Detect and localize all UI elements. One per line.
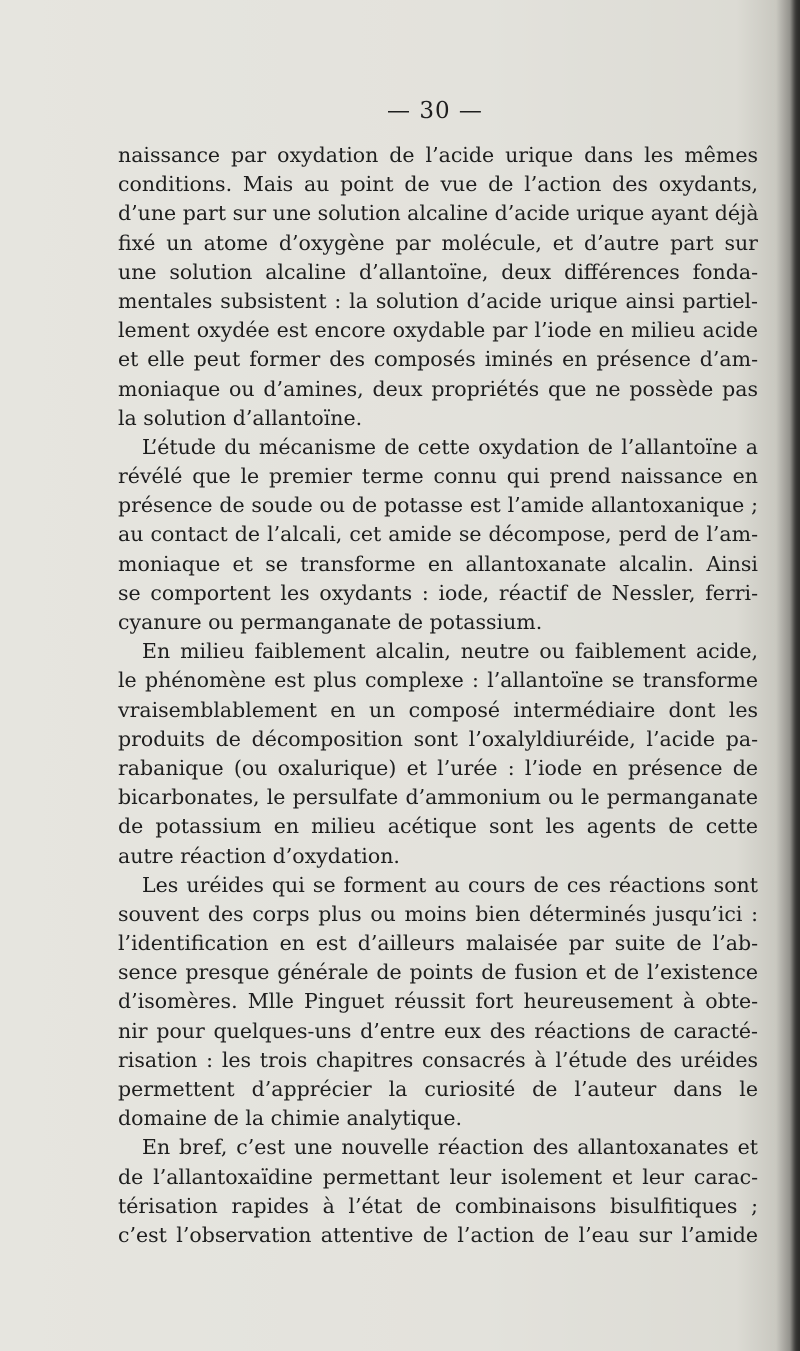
text-line: térisation rapides à l’état de combinaisons bisulfitiques ; <box>118 1193 758 1218</box>
text-line: souvent des corps plus ou moins bien déterminés jusqu’ici : <box>118 901 758 926</box>
text-line: l’identification en est d’ailleurs malaisée par suite de l’ab- <box>118 931 758 956</box>
text-line: lement oxydée est encore oxydable par l’iode en milieu acide <box>118 318 758 343</box>
body-text <box>118 141 758 1250</box>
text-line: vraisemblablement en un composé intermédiaire dont les <box>118 697 758 722</box>
text-line: et elle peut former des composés iminés en présence d’am- <box>118 347 758 372</box>
paragraph-start-line: En milieu faiblement alcalin, neutre ou faiblement acide, <box>142 639 758 664</box>
text-line: rabanique (ou oxalurique) et l’urée : l’iode en présence de <box>118 755 758 780</box>
text-line: présence de soude ou de potasse est l’amide allantoxanique ; <box>118 493 758 518</box>
text-line: moniaque et se transforme en allantoxanate alcalin. Ainsi <box>118 551 758 576</box>
text-line: produits de décomposition sont l’oxalyldiuréide, l’acide pa- <box>118 726 758 751</box>
text-line: au contact de l’alcali, cet amide se décompose, perd de l’am- <box>118 522 758 547</box>
text-line: mentales subsistent : la solution d’acide urique ainsi partiel- <box>118 288 758 313</box>
text-line: naissance par oxydation de l’acide urique dans les mêmes <box>118 143 758 167</box>
paragraph-start-line: En bref, c’est une nouvelle réaction des allantoxanates et <box>142 1135 758 1160</box>
text-line: moniaque ou d’amines, deux propriétés que ne possède pas <box>118 376 758 401</box>
text-line: une solution alcaline d’allantoïne, deux différences fonda- <box>118 259 758 284</box>
text-line: de potassium en milieu acétique sont les agents de cette <box>118 814 758 839</box>
text-line: c’est l’observation attentive de l’action de l’eau sur l’amide <box>118 1222 758 1247</box>
text-line: permettent d’apprécier la curiosité de l’auteur dans le <box>118 1077 758 1101</box>
text-line: domaine de la chimie analytique. <box>118 1106 463 1131</box>
page-number: — 30 — <box>387 98 483 124</box>
text-line: bicarbonates, le persulfate d’ammonium ou le permanganate <box>118 785 758 810</box>
text-line: conditions. Mais au point de vue de l’action des oxydants, <box>118 172 758 197</box>
text-line: sence presque générale de points de fusion et de l’existence <box>118 960 758 985</box>
text-line: risation : les trois chapitres consacrés à l’étude des uréides <box>118 1047 758 1072</box>
text-line: la solution d’allantoïne. <box>118 405 363 430</box>
text-line: de l’allantoxaïdine permettant leur isolement et leur carac- <box>118 1164 758 1189</box>
text-line: d’isomères. Mlle Pinguet réussit fort heureusement à obte- <box>118 989 758 1014</box>
text-line: fixé un atome d’oxygène par molécule, et d’autre part sur <box>118 230 758 255</box>
text-line: autre réaction d’oxydation. <box>118 843 400 868</box>
paragraph-start-line: L’étude du mécanisme de cette oxydation de l’allantoïne a <box>142 434 758 459</box>
page-edge-shadow <box>790 0 800 1351</box>
text-line: révélé que le premier terme connu qui prend naissance en <box>118 464 758 489</box>
text-line: d’une part sur une solution alcaline d’acide urique ayant déjà <box>118 201 759 226</box>
paragraph-start-line: Les uréides qui se forment au cours de ces réactions sont <box>142 872 758 897</box>
text-line: se comportent les oxydants : iode, réactif de Nessler, ferri- <box>118 580 758 605</box>
text-line: le phénomène est plus complexe : l’allantoïne se transforme <box>118 668 758 693</box>
text-line: cyanure ou permanganate de potassium. <box>118 610 543 634</box>
text-line: nir pour quelques-uns d’entre eux des réactions de caracté- <box>118 1018 758 1043</box>
